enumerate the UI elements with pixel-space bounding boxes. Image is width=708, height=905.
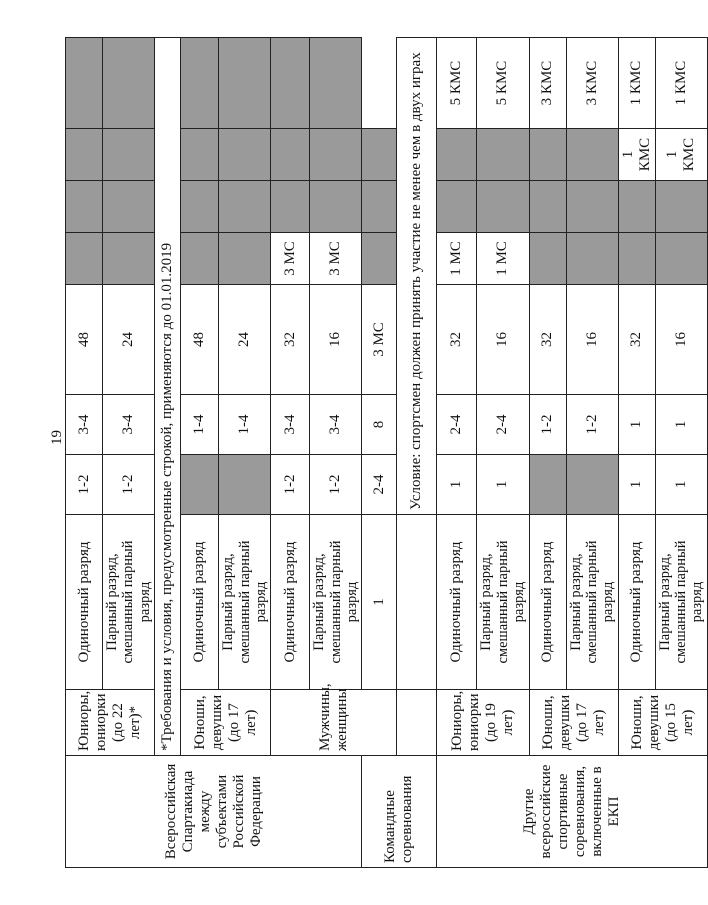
place-cell: 1: [437, 455, 477, 515]
shaded-cell: [618, 181, 655, 233]
discipline-team: Командные соревнования: [362, 756, 437, 868]
discipline: Одиночный разряд: [66, 515, 103, 690]
shaded-cell: [181, 38, 219, 129]
shaded-cell: [66, 38, 103, 129]
shaded-cell: [437, 129, 477, 181]
shaded-cell: [310, 129, 362, 181]
rank-cell: 3 МС: [310, 233, 362, 285]
place-cell: 1: [618, 455, 655, 515]
shaded-cell: [219, 181, 271, 233]
shaded-cell: [219, 38, 271, 129]
spacer-cell: [397, 515, 437, 690]
shaded-cell: [271, 129, 310, 181]
shaded-cell: [655, 233, 707, 285]
age-group: Юниоры, юниорки (до 19 лет): [437, 690, 529, 756]
discipline: Парный разряд, смешанный парный разряд: [655, 515, 707, 690]
discipline: Парный разряд, смешанный парный разряд: [310, 515, 362, 690]
team-condition-note: Условие: спортсмен должен принять участие не менее чем в двух играх: [397, 38, 437, 515]
discipline: Одиночный разряд: [618, 515, 655, 690]
shaded-cell: [566, 129, 618, 181]
participants-cell: 48: [181, 285, 219, 395]
page-number: 19: [49, 430, 65, 445]
place-cell: 3-4: [103, 395, 155, 455]
place-cell: 1: [655, 455, 707, 515]
discipline: Одиночный разряд: [437, 515, 477, 690]
participants-cell: 24: [103, 285, 155, 395]
discipline: Парный разряд, смешанный парный разряд: [219, 515, 271, 690]
shaded-cell: [103, 38, 155, 129]
shaded-cell: [181, 129, 219, 181]
place-cell: 1: [362, 515, 397, 690]
shaded-cell: [103, 181, 155, 233]
rank-cell: 5 КМС: [437, 38, 477, 129]
participants-cell: 16: [655, 285, 707, 395]
place-cell: 2-4: [437, 395, 477, 455]
place-cell: 3-4: [66, 395, 103, 455]
place-cell: 2-4: [362, 455, 397, 515]
shaded-cell: [219, 129, 271, 181]
rank-cell: 1 МС: [477, 233, 529, 285]
shaded-cell: [271, 181, 310, 233]
participants-cell: 16: [477, 285, 529, 395]
shaded-cell: [271, 38, 310, 129]
place-cell: 3-4: [271, 395, 310, 455]
place-cell: 1: [618, 395, 655, 455]
age-group: Юниоры, юниорки (до 22 лет)*: [66, 690, 155, 756]
participants-cell: 16: [310, 285, 362, 395]
participants-cell: 48: [66, 285, 103, 395]
place-cell: 1-2: [310, 455, 362, 515]
participants-cell: 32: [437, 285, 477, 395]
shaded-cell: [219, 233, 271, 285]
shaded-cell: [529, 181, 566, 233]
rank-cell: 1 КМС: [618, 38, 655, 129]
shaded-cell: [477, 181, 529, 233]
shaded-cell: [362, 129, 397, 181]
place-cell: 1-2: [66, 455, 103, 515]
shaded-cell: [566, 233, 618, 285]
discipline: Одиночный разряд: [529, 515, 566, 690]
rotated-page-content: [65, 38, 706, 868]
participants-cell: 16: [566, 285, 618, 395]
participants-cell: 32: [271, 285, 310, 395]
shaded-cell: [529, 129, 566, 181]
shaded-cell: [529, 455, 566, 515]
discipline: Парный разряд, смешанный парный разряд: [103, 515, 155, 690]
place-cell: 1-2: [103, 455, 155, 515]
participants-cell: 24: [219, 285, 271, 395]
shaded-cell: [66, 233, 103, 285]
shaded-cell: [181, 233, 219, 285]
shaded-cell: [66, 129, 103, 181]
shaded-cell: [181, 181, 219, 233]
spacer-cell: [397, 690, 437, 756]
discipline: Парный разряд, смешанный парный разряд: [566, 515, 618, 690]
rank-cell: 1 КМС: [618, 129, 655, 181]
shaded-cell: [310, 38, 362, 129]
discipline: Одиночный разряд: [181, 515, 219, 690]
rank-cell: 3 МС: [271, 233, 310, 285]
shaded-cell: [437, 181, 477, 233]
shaded-cell: [362, 181, 397, 233]
rank-cell: 3 МС: [362, 285, 397, 395]
age-group: Юноши, девушки (до 17 лет): [529, 690, 618, 756]
shaded-cell: [529, 233, 566, 285]
shaded-cell: [66, 181, 103, 233]
place-cell: 1-4: [181, 395, 219, 455]
age-group: Юноши, девушки (до 15 лет): [618, 690, 707, 756]
shaded-cell: [103, 129, 155, 181]
rank-cell: 1 КМС: [655, 38, 707, 129]
discipline: Одиночный разряд: [271, 515, 310, 690]
section-title-other: Другие всероссийские спортивные соревнования, включенные в ЕКП: [437, 756, 707, 868]
shaded-cell: [477, 129, 529, 181]
shaded-cell: [566, 455, 618, 515]
shaded-cell: [219, 455, 271, 515]
shaded-cell: [181, 455, 219, 515]
rank-cell: 1 КМС: [655, 129, 707, 181]
participants-cell: 32: [529, 285, 566, 395]
place-cell: 1-2: [566, 395, 618, 455]
place-cell: 1: [477, 455, 529, 515]
shaded-cell: [103, 233, 155, 285]
shaded-cell: [655, 181, 707, 233]
place-cell: 1: [655, 395, 707, 455]
footnote-star: *Требования и условия, предусмотренные строкой, применяются до 01.01.2019: [155, 38, 181, 756]
place-cell: 1-2: [271, 455, 310, 515]
place-cell: 3-4: [310, 395, 362, 455]
participants-cell: 8: [362, 395, 397, 455]
place-cell: 1-4: [219, 395, 271, 455]
discipline: Парный разряд, смешанный парный разряд: [477, 515, 529, 690]
shaded-cell: [362, 233, 397, 285]
ranks-table: [65, 37, 708, 868]
shaded-cell: [618, 233, 655, 285]
shaded-cell: [566, 181, 618, 233]
rank-cell: 3 КМС: [566, 38, 618, 129]
shaded-cell: [310, 181, 362, 233]
age-group: Мужчины, женщины: [271, 690, 397, 756]
rank-cell: 1 МС: [437, 233, 477, 285]
place-cell: 1-2: [529, 395, 566, 455]
age-group: Юноши, девушки (до 17 лет): [181, 690, 271, 756]
participants-cell: 32: [618, 285, 655, 395]
place-cell: 2-4: [477, 395, 529, 455]
rank-cell: 3 КМС: [529, 38, 566, 129]
section-title-spartakiad: Всероссийская Спартакиада между субъектами Российской Федерации: [66, 756, 362, 868]
rank-cell: 5 КМС: [477, 38, 529, 129]
